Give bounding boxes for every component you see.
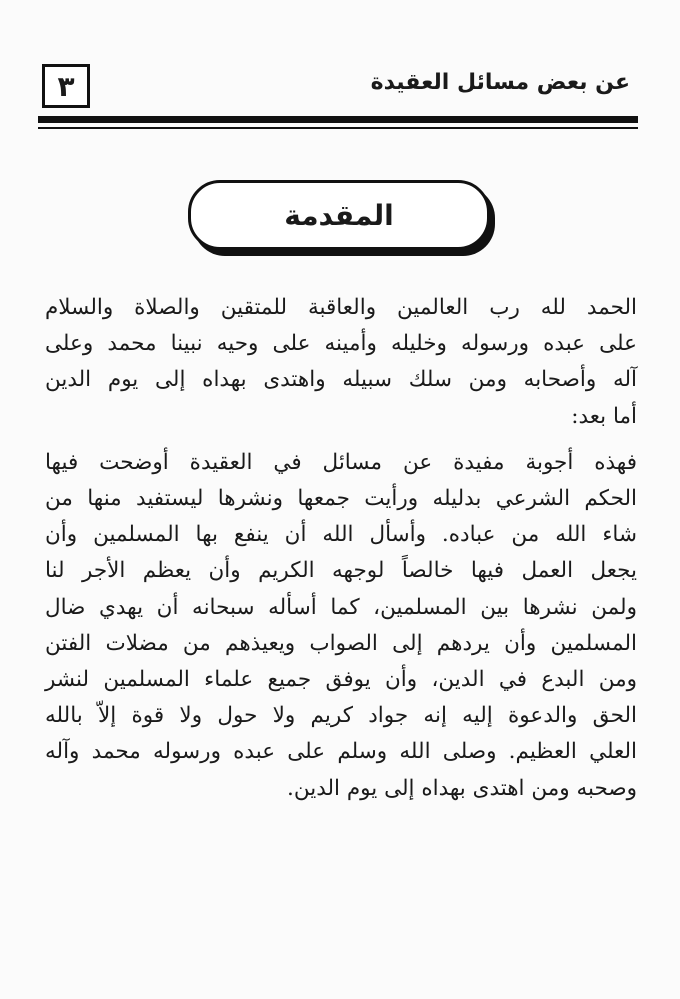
text-line: ولمن نشرها بين المسلمين، كما أسأله سبحانه أن يهدي ضال [45, 594, 637, 620]
text-line: شاء الله من عباده. وأسأل الله أن ينفع بها المسلمين وأن [45, 522, 637, 548]
text-line: العلي العظيم. وصلى الله وسلم على عبده ورسوله محمد وآله [45, 739, 637, 765]
running-header [38, 64, 638, 120]
paragraph-main [45, 445, 637, 807]
text-line: وصحبه ومن اهتدى بهداه إلى يوم الدين. [287, 775, 637, 801]
text-line: الحمد لله رب العالمين والعاقبة للمتقين والصلاة والسلام [45, 295, 637, 320]
text-line: الحق والدعوة إليه إنه جواد كريم ولا حول ولا قوة إلاّ بالله [45, 703, 637, 729]
page-number-box [42, 64, 90, 108]
section-title-box [188, 180, 490, 250]
text-line: الحكم الشرعي بدليله ورأيت جمعها ونشرها ليستفيد منها من [45, 486, 637, 512]
text-line: يجعل العمل فيها خالصاً لوجهه الكريم وأن يعظم الأجر لنا [45, 558, 637, 584]
section-title: المقدمة [284, 198, 394, 232]
header-rule-thick [38, 116, 638, 123]
text-line: ومن البدع في الدين، وأن يوفق جميع علماء المسلمين لنشر [45, 667, 637, 693]
text-line: فهذه أجوبة مفيدة عن مسائل في العقيدة أوضحت فيها [45, 449, 637, 475]
text-line: أما بعد: [571, 403, 637, 429]
text-line: المسلمين وأن يردهم إلى الصواب ويعيذهم من مضلات الفتن [45, 630, 637, 656]
text-line: آله وأصحابه ومن سلك سبيله واهتدى بهداه إلى يوم الدين [45, 367, 637, 393]
header-title: عن بعض مسائل العقيدة [370, 70, 630, 95]
header-rule-thin [38, 127, 638, 129]
page-number: ٣ [57, 69, 75, 103]
body-text [45, 290, 637, 807]
text-line: على عبده ورسوله وخليله وأمينه على وحيه نبينا محمد وعلى [45, 331, 637, 357]
paragraph-intro [45, 290, 637, 435]
